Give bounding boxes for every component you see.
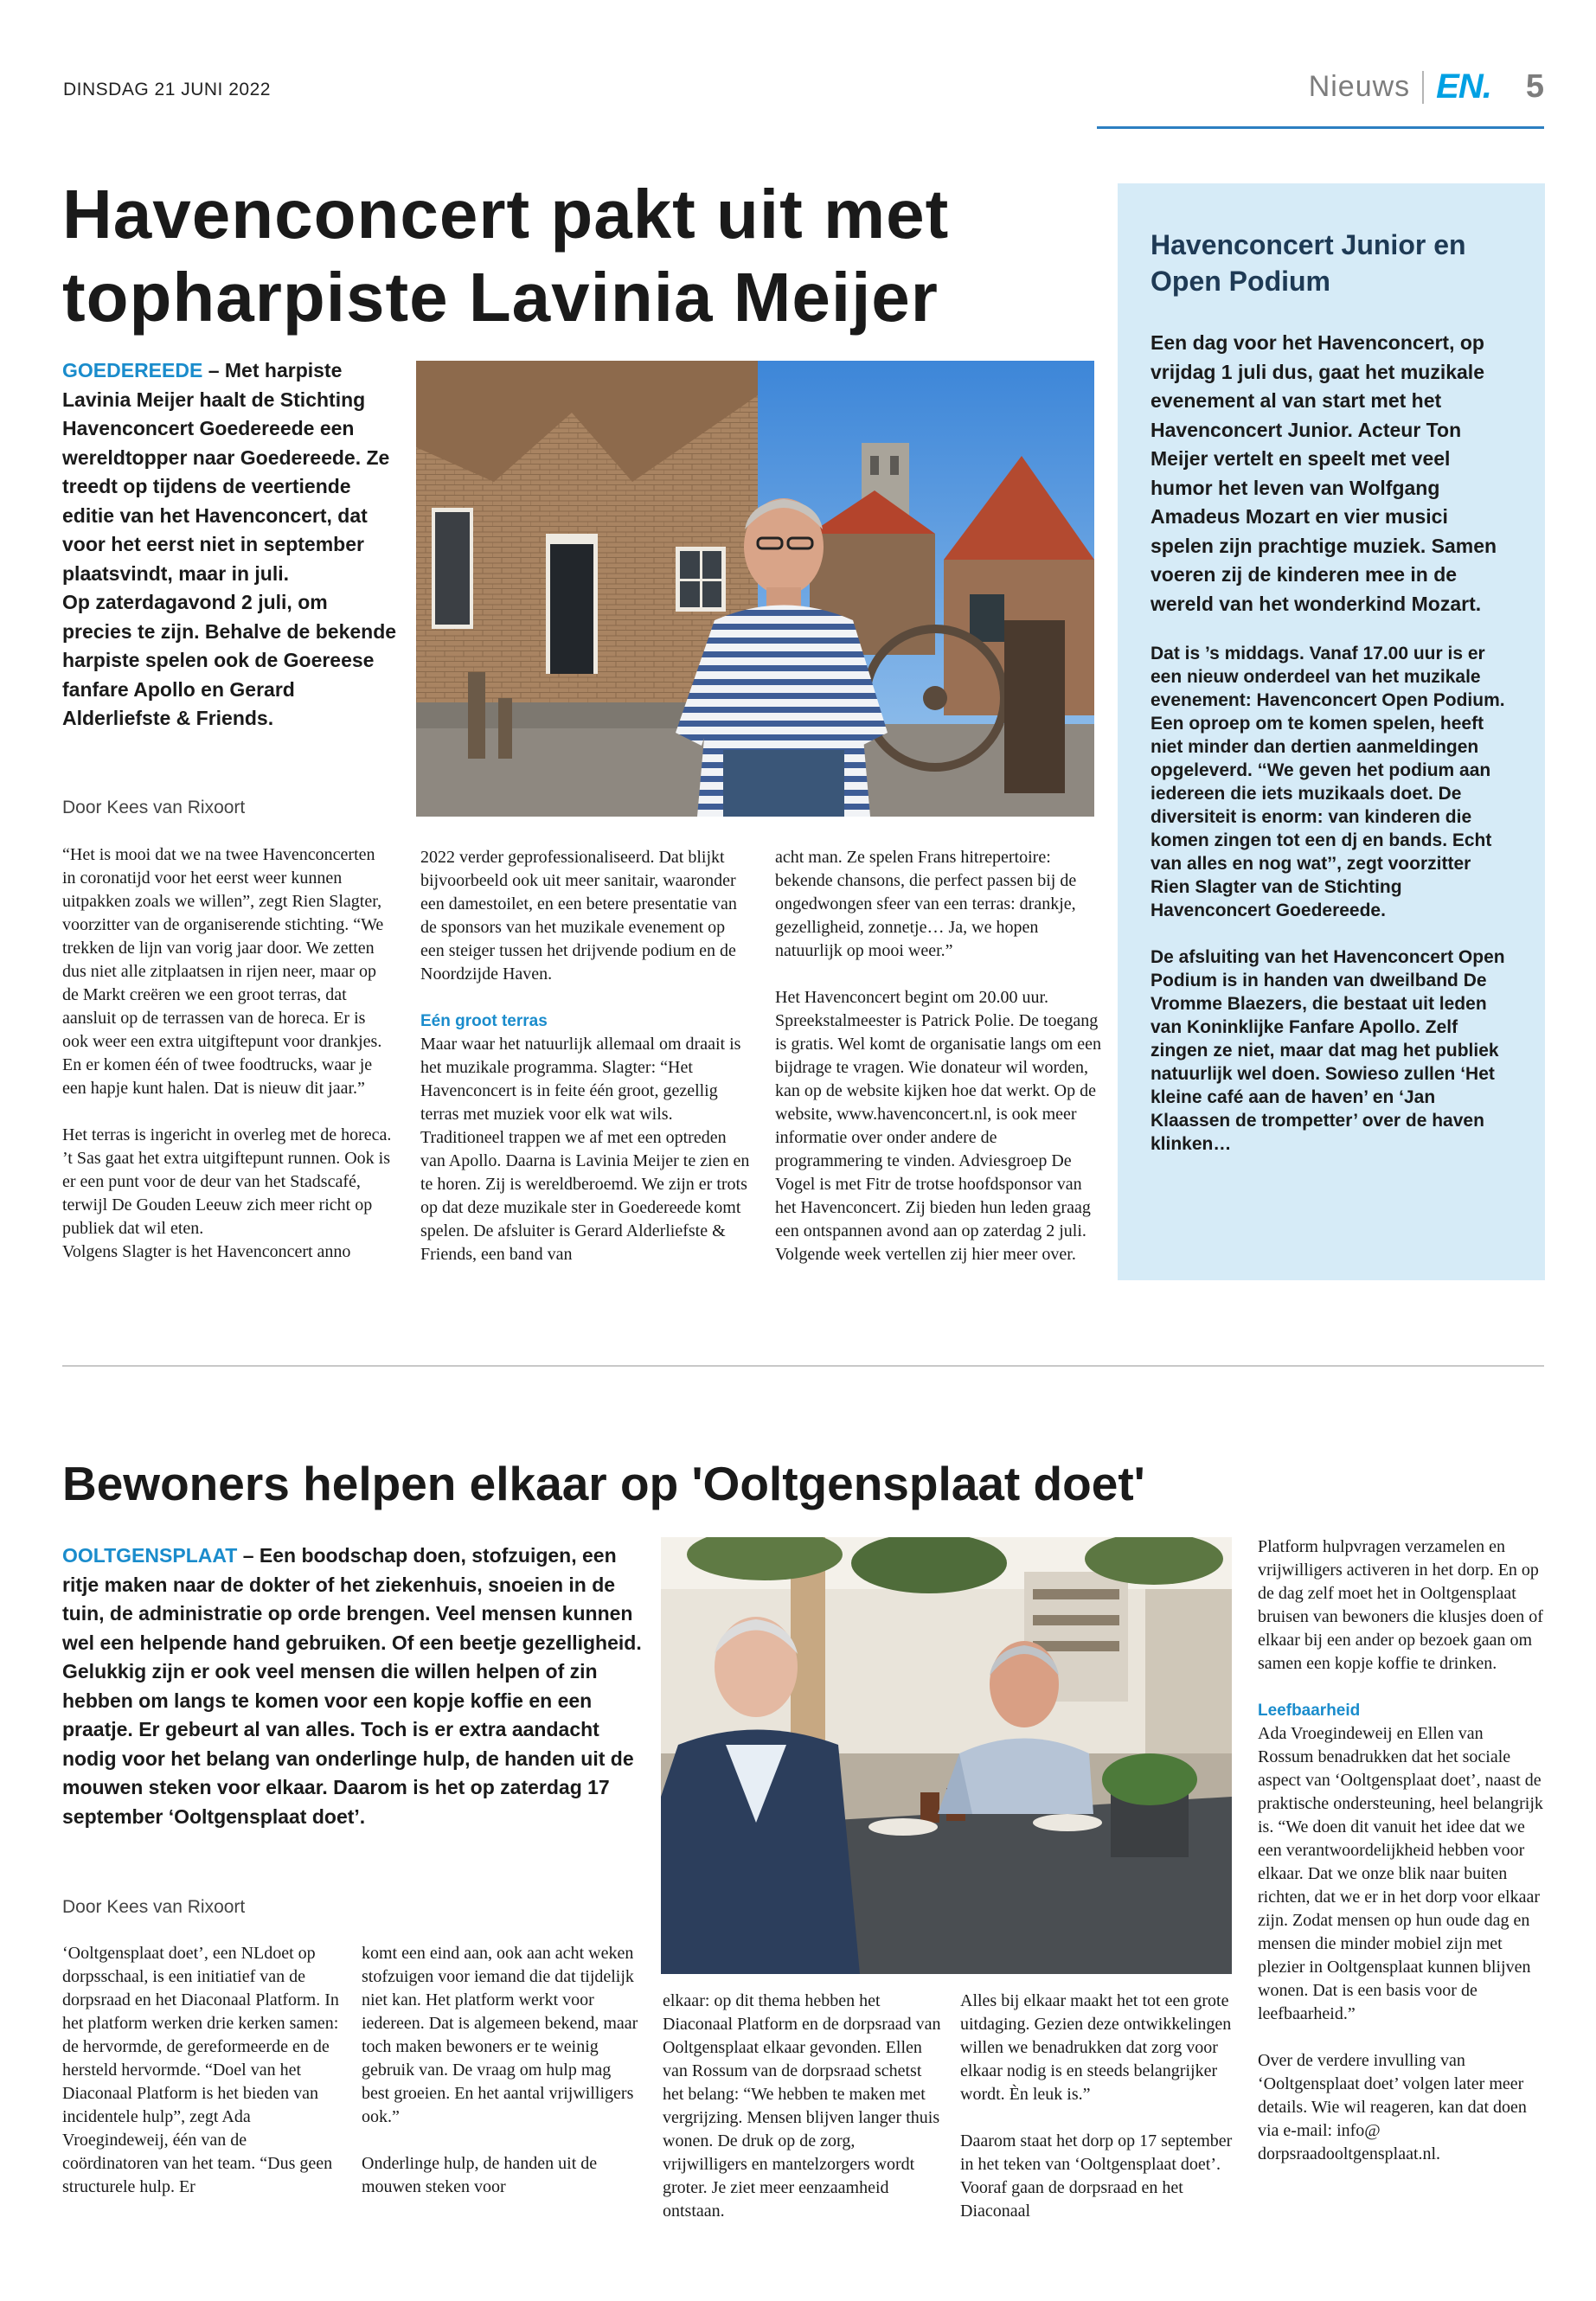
article1-lead-text2: Op zaterdagavond 2 juli, om precies te zijn. Behalve de bekende harpiste spelen ook de Goereese fanfare Apollo en Gerard Alderliefste & Friends. <box>62 591 397 729</box>
article1-column-2 <box>420 846 751 1266</box>
article1-lead-text: – Met harpiste Lavinia Meijer haalt de Stichting Havenconcert Goedereede een wereldtopper naar Goedereede. Ze treedt op tijdens de veertiende editie van het Havenconcert, dat voor het eerst niet in september plaatsvindt, maar in juli. <box>62 359 390 585</box>
article2-photo <box>661 1537 1232 1974</box>
header-rule <box>1097 126 1544 129</box>
article1-dateline: GOEDEREEDE <box>62 359 203 381</box>
article2-col4-para1: Alles bij elkaar maakt het tot een grote uitdaging. Gezien deze ontwikkelingen willen we benadrukken dat zorg voor elkaar nodig is en steeds belangrijker wordt. Èn leuk is.” <box>960 1991 1232 2104</box>
sidebar-para3: De afsluiting van het Havenconcert Open Podium is in handen van dweilband De Vromme Blaezers, die bestaat uit leden van Koninklijke Fanfare Apollo. Zelf zingen ze niet, maar dat mag het publiek natuurlijk wel doen. Sowieso zullen ‘Het kleine café aan de haven’ en ‘Jan Klaassen de trompetter’ over de haven klinken… <box>1151 947 1505 1154</box>
article1-byline: Door Kees van Rixoort <box>62 798 246 817</box>
article2-col2-para1: komt een eind aan, ook aan acht weken stofzuigen voor iemand die dat tijdelijk niet kan. Het platform werkt voor iedereen. Dat is algemeen bekend, maar toch maken bewoners er te weinig gebruik van. De vraag om hulp mag best groeien. En het aantal vrijwilligers ook.” <box>362 1944 638 2126</box>
article2-column-1 <box>62 1942 343 2199</box>
article1-col1-para1: “Het is mooi dat we na twee Havenconcerten in coronatijd voor het eerst weer kunnen uitpakken zoals we willen”, zegt Rien Slagter, voorzitter van de organiserende stichting. “We trekken de lijn van vorig jaar door. We zetten dus niet alle zitplaatsen in rijen neer, maar op de Markt creëren we een groot terras, dat aansluit op de terrassen van de horeca. Er is ook weer een extra uitgiftepunt voor drankjes. En er komen één of twee foodtrucks, waar je een hapje kunt halen. Dat is nieuw dit jaar.” <box>62 845 384 1098</box>
article2-dateline: OOLTGENSPLAAT <box>62 1544 238 1567</box>
article2-column-5 <box>1258 1535 1543 2166</box>
article2-lead-text: – Een boodschap doen, stofzuigen, een ritje maken naar de dokter of het ziekenhuis, snoeien in de tuin, de administratie op orde brengen. Veel mensen kunnen wel een helpende hand gebruiken. Of een beetje gezelligheid. Gelukkig zijn er ook veel mensen die willen helpen of zin hebben om langs te komen voor een kopje koffie en een praatje. Er gebeurt al van alles. Toch is er extra aandacht nodig voor het belang van onderlinge hulp, de handen uit de mouwen steken voor elkaar. Daarom is het op zaterdag 17 september ‘Ooltgensplaat doet’. <box>62 1544 642 1828</box>
article2-col2-para2: Onderlinge hulp, de handen uit de mouwen steken voor <box>362 2154 598 2196</box>
article2-subheading: Leefbaarheid <box>1258 1702 1361 1720</box>
sidebar-para2: Dat is ’s middags. Vanaf 17.00 uur is er een nieuw onderdeel van het muzikale evenement: Havenconcert Open Podium. Een oproep om te komen spelen, heeft niet minder dan dertien aanmeldingen opgeleverd. ‘‘We geven het podium aan iedereen die iets muzikaals doet. De diversiteit is enorm: van kinderen die komen zingen tot een dj en bands. Echt van alles en nog wat’’, zegt voorzitter Rien Slagter van de Stichting Havenconcert Goedereede. <box>1151 644 1505 920</box>
sidebar-title: Havenconcert Junior en Open Podium <box>1151 229 1466 297</box>
article2-col5-para3: Over de verdere invulling van ‘Ooltgensplaat doet’ volgen later meer details. Wie wil reageren, kan dat doen via e-mail: info@ dorpsraadooltgensplaat.nl. <box>1258 2051 1527 2163</box>
article1-lead <box>62 356 400 734</box>
article-divider <box>62 1365 1544 1367</box>
article1-subheading: Eén groot terras <box>420 1012 548 1030</box>
newspaper-logo: EN. <box>1436 67 1491 106</box>
two-men-at-cafe-table-photo <box>661 1537 1232 1974</box>
article1-headline <box>62 173 1074 339</box>
article1-col3-para1: acht man. Ze spelen Frans hitrepertoire: bekende chansons, die perfect passen bij de ongedwongen sfeer van een terras: drankje, gezelligheid, zonnetje… Ja, we hopen natuurlijk op mooi weer.” <box>775 848 1077 960</box>
article1-col1-para2: Het terras is ingericht in overleg met de horeca. ’t Sas gaat het extra uitgiftepunt runnen. Ook is er een punt voor de deur van het Stadscafé, terwijl De Gouden Leeuw zich meer richt op publiek dat wil eten. <box>62 1125 392 1238</box>
article2-col1-para1: ‘Ooltgensplaat doet’, een NLdoet op dorpsschaal, is een initiatief van de dorpsraad en het Diaconaal Platform. In het platform werken drie kerken samen: de hervormde, de gereformeerde en de hersteld hervormde. “Doel van het Diaconaal Platform is het bieden van incidentele hulp”, zegt Ada Vroegindeweij, één van de coördinatoren van het team. “Dus geen structurele hulp. Er <box>62 1944 339 2196</box>
man-in-striped-shirt-photo <box>416 361 1094 817</box>
sidebar-para1: Een dag voor het Havenconcert, op vrijdag 1 juli dus, gaat het muzikale evenement al van start met het Havenconcert Junior. Acteur Ton Meijer vertelt en speelt met veel humor het leven van Wolfgang Amadeus Mozart en vier musici spelen zijn prachtige muziek. Samen voeren zij de kinderen mee in de wereld van het wonderkind Mozart. <box>1151 331 1497 615</box>
article1-col2-para2: Maar waar het natuurlijk allemaal om draait is het muzikale programma. Slagter: “Het Havenconcert is in feite één groot, gezellig terras met muziek voor elk wat wils. Traditioneel trappen we af met een optreden van Apollo. Daarna is Lavinia Meijer te zien en te horen. Zij is wereldberoemd. We zijn er trots op dat deze muzikale ster in Goedereede komt spelen. De afsluiter is Gerard Alderliefste & Friends, een band van <box>420 1035 750 1264</box>
article1-column-3 <box>775 846 1106 1266</box>
sidebar-box <box>1118 183 1545 1280</box>
article1-col1-para3: Volgens Slagter is het Havenconcert anno <box>62 1242 351 1261</box>
issue-date: DINSDAG 21 JUNI 2022 <box>63 80 271 99</box>
masthead <box>1309 67 1544 106</box>
article2-column-2 <box>362 1942 642 2199</box>
article2-col5-para2: Ada Vroegindeweij en Ellen van Rossum benadrukken dat het sociale aspect van ‘Ooltgensplaat doet’, naast de praktische ondersteuning, heel belangrijk is. “We doen dit vanuit het idee dat we een verantwoordelijkheid hebben voor elkaar. Dat we onze blik naar buiten richten, dat we er in het dorp voor elkaar zijn. Zodat mensen op hun oude dag en mensen die minder mobiel zijn met plezier in Ooltgensplaat kunnen blijven wonen. Dat is een basis voor de leefbaarheid.” <box>1258 1724 1543 2023</box>
article2-headline: Bewoners helpen elkaar op 'Ooltgensplaat doet' <box>62 1457 1145 1510</box>
article1-headline-line1: Havenconcert pakt uit met <box>62 176 950 253</box>
article2-col4-para2: Daarom staat het dorp op 17 september in het teken van ‘Ooltgensplaat doet’. Vooraf gaan de dorpsraad en het Diaconaal <box>960 2131 1233 2221</box>
article2-col5-para1: Platform hulpvragen verzamelen en vrijwilligers activeren in het dorp. En op de dag zelf moet het in Ooltgensplaat bruisen van bewoners die klusjes doen of elkaar bij een ander op bezoek gaan om samen een kopje koffie te drinken. <box>1258 1537 1543 1673</box>
article2-lead <box>62 1541 642 1831</box>
article1-col3-para2: Het Havenconcert begint om 20.00 uur. Spreekstalmeester is Patrick Polie. De toegang is gratis. Wel komt de organisatie langs om een bijdrage te vragen. Wie donateur wil worden, kan op de website kijken hoe dat werkt. Op de website, www.havenconcert.nl, is ook meer informatie over onder andere de programmering te vinden. Adviesgroep De Vogel is met Fitr de trotse hoofdsponsor van het Havenconcert. Zij bieden hun leden graag een ontspannen avond aan op zaterdag 2 juli. Volgende week vertellen zij hier meer over. <box>775 988 1102 1264</box>
article1-photo <box>416 361 1094 817</box>
article2-byline: Door Kees van Rixoort <box>62 1897 246 1917</box>
article1-column-1 <box>62 843 393 1264</box>
masthead-divider <box>1422 71 1424 104</box>
section-name: Nieuws <box>1308 70 1411 103</box>
article2-col3-para1: elkaar: op dit thema hebben het Diaconaal Platform en de dorpsraad van Ooltgensplaat elkaar gevonden. Ellen van Rossum van de dorpsraad schetst het belang: “We hebben te maken met vergrijzing. Mensen blijven langer thuis wonen. De druk op de zorg, vrijwilligers en mantelzorgers wordt groter. Je ziet meer eenzaamheid ontstaan. <box>663 1991 941 2221</box>
article2-column-4 <box>960 1990 1240 2223</box>
page-number: 5 <box>1525 68 1544 105</box>
article2-column-3 <box>663 1990 943 2223</box>
article1-headline-line2: topharpiste Lavinia Meijer <box>62 259 939 336</box>
article1-col2-para1: 2022 verder geprofessionaliseerd. Dat blijkt bijvoorbeeld ook uit meer sanitair, waaronder een damestoilet, en een betere presentatie van de sponsors van het muzikale evenement op een steiger tussen het drijvende podium en de Noordzijde Haven. <box>420 848 737 984</box>
